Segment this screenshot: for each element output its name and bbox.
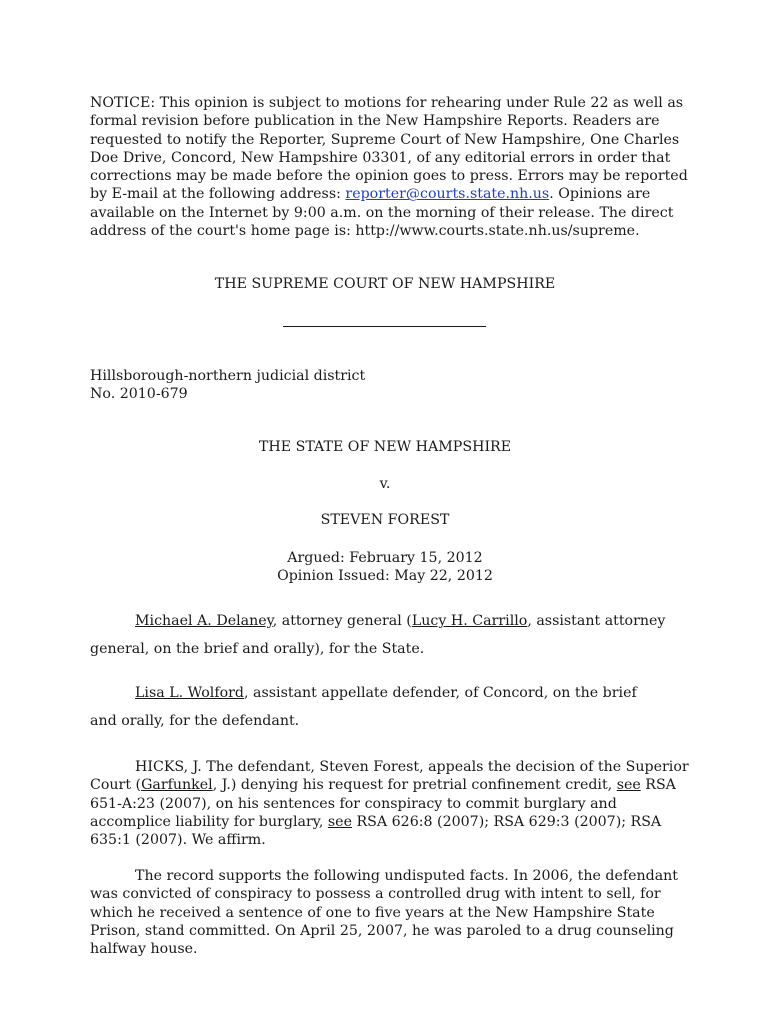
opinion-text: The record supports the following undisputed facts. In 2006, the defendant was convicted of conspiracy to possess a controlled drug with intent to sell, for which he received a sentence of one to five years at the New Hampshire State Prison, stand committed. On April 25, 2007, he was paroled to a drug counseling halfway house. [90, 868, 679, 958]
assistant-ag-name: Lucy H. Carrillo [411, 613, 528, 629]
judicial-district: Hillsborough-northern judicial district [90, 368, 366, 384]
argued-date: Argued: February 15, 2012 [287, 550, 483, 566]
reporter-email-link[interactable]: reporter@courts.state.nh.us [345, 186, 550, 203]
case-info [90, 367, 365, 403]
defendant-name: STEVEN FOREST [320, 512, 450, 528]
counsel-state-text-continued: , assistant attorney general, on the brief and orally), for the State. [90, 613, 666, 657]
citation-signal: see [327, 813, 352, 830]
dates-block [90, 549, 680, 585]
opinion-text: HICKS, J. The defendant, Steven Forest, appeals the decision of the Superior Court ( [90, 759, 689, 794]
court-heading: THE SUPREME COURT OF NEW HAMPSHIRE [214, 276, 556, 292]
plaintiff-name: THE STATE OF NEW HAMPSHIRE [258, 439, 512, 455]
opinion-text: RSA 626:8 (2007); RSA 629:3 (2007); RSA 635:1 (2007). We affirm. [90, 813, 662, 849]
opinion-text: , J.) denying his request for pretrial confinement credit, [212, 777, 617, 794]
citation-signal: see [616, 777, 641, 794]
notice-paragraph [90, 94, 690, 240]
opinion-paragraph-2 [90, 867, 680, 958]
issued-date: Opinion Issued: May 22, 2012 [277, 568, 493, 584]
counsel-state-text: , attorney general ( [272, 613, 412, 629]
attorney-general-name: Michael A. Delaney [135, 613, 273, 629]
notice-text: NOTICE: This opinion is subject to motions for rehearing under Rule 22 as well as formal revision before publication in the New Hampshire Reports. Readers are requested to notify the Reporter, Supreme Court of New Hampshire, One Charles Doe Drive, Concord, New Hampshire 03301, of any editorial errors in order that corrections may be made before the opinion goes to press. Errors may be reported by E-mail at the following address: [90, 95, 688, 203]
opinion-paragraph-1 [90, 758, 690, 849]
heading-divider [283, 326, 486, 327]
versus-label: v. [379, 476, 391, 492]
defender-name: Lisa L. Wolford [135, 685, 245, 701]
counsel-for-defendant [90, 680, 650, 735]
judge-name: Garfunkel [141, 777, 213, 794]
opinion-text: RSA 651-A:23 (2007), on his sentences for conspiracy to commit burglary and accomplice liability for burglary, [90, 777, 676, 830]
case-number: No. 2010-679 [90, 386, 188, 402]
counsel-defense-text: , assistant appellate defender, of Concord, on the brief and orally, for the defendant. [90, 685, 637, 729]
counsel-for-state [90, 608, 685, 663]
notice-text-continued: . Opinions are available on the Internet by 9:00 a.m. on the morning of their release. The direct address of the court's home page is: http://www.courts.state.nh.us/supreme. [90, 186, 674, 240]
